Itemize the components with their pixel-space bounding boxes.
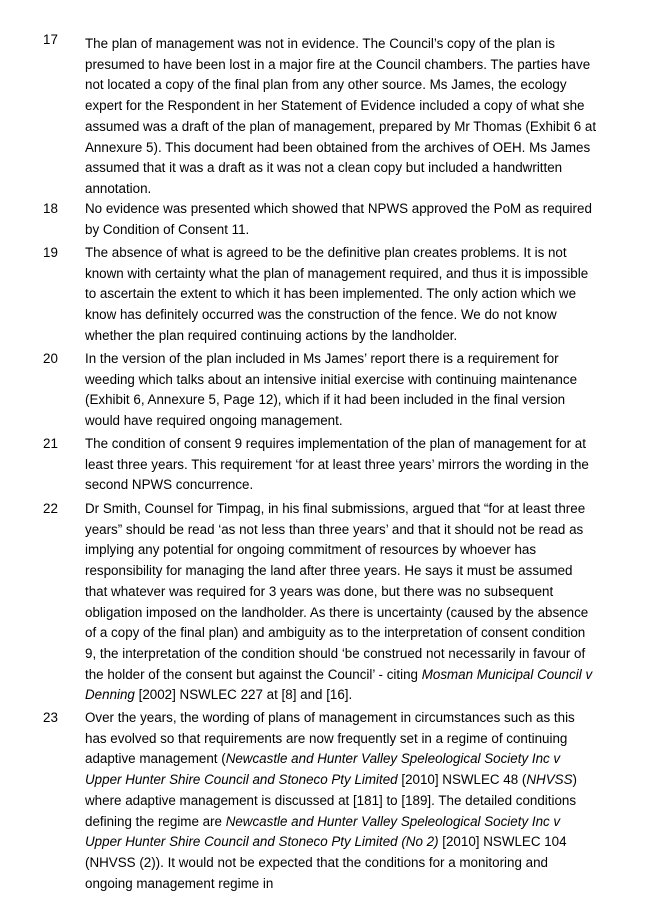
paragraph-text [85,199,597,240]
paragraph-number: 17 [43,32,58,47]
text-run: [2010] NSWLEC 104 (NHVSS (2)). It would not be expected that the conditions for a monitoring and ongoing management regime in [85,834,567,891]
paragraph-text [85,499,597,706]
text-run: Dr Smith, Counsel for Timpag, in his final submissions, argued that “for at least three years” should be read ‘as not less than three years’ and that it should not be read as implying any potential for ongoing commitment of resources by whoever has responsibility for managing the land after three years. He says it must be assumed that whatever was required for 3 years was done, but there was no subsequent obligation imposed on the landholder. As there is uncertainty (caused by the absence of a copy of the final plan) and ambiguity as to the interpretation of consent condition 9, the interpretation of the condition should ‘be construed not necessarily in favour of the holder of the consent but against the Council’ - citing [85,501,589,682]
text-run: [2010] NSWLEC 48 ( [397,772,527,788]
paragraph-text [85,349,597,432]
text-run: In the version of the plan included in Ms James’ report there is a requirement for weeding which talks about an intensive initial exercise with continuing maintenance (Exhibit 6, Annexure 5, Page 12), which if it had been included in the final version would have required ongoing management. [85,351,578,429]
paragraph-number: 20 [43,351,58,366]
paragraph-text [85,708,597,894]
case-citation: Newcastle and Hunter Valley Speleological Society Inc v Upper Hunter Shire Council and Stoneco Pty Limited [85,751,561,788]
paragraph-number: 18 [43,201,58,216]
paragraph-number: 19 [43,245,58,260]
paragraph-number: 23 [43,710,58,725]
case-citation: NHVSS [526,772,573,788]
text-run: The plan of management was not in evidence. The Council’s copy of the plan is presumed to have been lost in a major fire at the Council chambers. The parties have not located a copy of the final plan from any other source. Ms James, the ecology expert for the Respondent in her Statement of Evidence included a copy of what she assumed was a draft of the plan of management, prepared by Mr Thomas (Exhibit 6 at Annexure 5). This document had been obtained from the archives of OEH. Ms James assumed that it was a draft as it was not a clean copy but included a handwritten annotation. [85,36,597,196]
paragraph-text [85,434,597,496]
paragraph-text [85,243,597,347]
text-run: Over the years, the wording of plans of management in circumstances such as this has evolved so that requirements are now frequently set in a regime of continuing adaptive management ( [85,710,575,767]
text-run: The condition of consent 9 requires implementation of the plan of management for at least three years. This requirement ‘for at least three years’ mirrors the wording in the second NPWS concurrence. [85,436,589,493]
text-run: ) where adaptive management is discussed at [181] to [189]. The detailed conditions defining the regime are [85,772,577,829]
case-citation: Newcastle and Hunter Valley Speleological Society Inc v Upper Hunter Shire Council and Stoneco Pty Limited (No 2) [85,813,561,850]
paragraph-number: 22 [43,501,58,516]
case-citation: Mosman Municipal Council v Denning [85,666,593,703]
text-run: The absence of what is agreed to be the definitive plan creates problems. It is not known with certainty what the plan of management required, and thus it is impossible to ascertain the extent to which it has been implemented. The only action which we know has definitely occurred was the construction of the fence. We do not know whether the plan required continuing actions by the landholder. [85,245,589,343]
text-run: No evidence was presented which showed that NPWS approved the PoM as required by Condition of Consent 11. [85,201,592,237]
text-run: [2002] NSWLEC 227 at [8] and [16]. [134,687,353,703]
paragraph-text [85,34,597,200]
paragraph-number: 21 [43,436,58,451]
